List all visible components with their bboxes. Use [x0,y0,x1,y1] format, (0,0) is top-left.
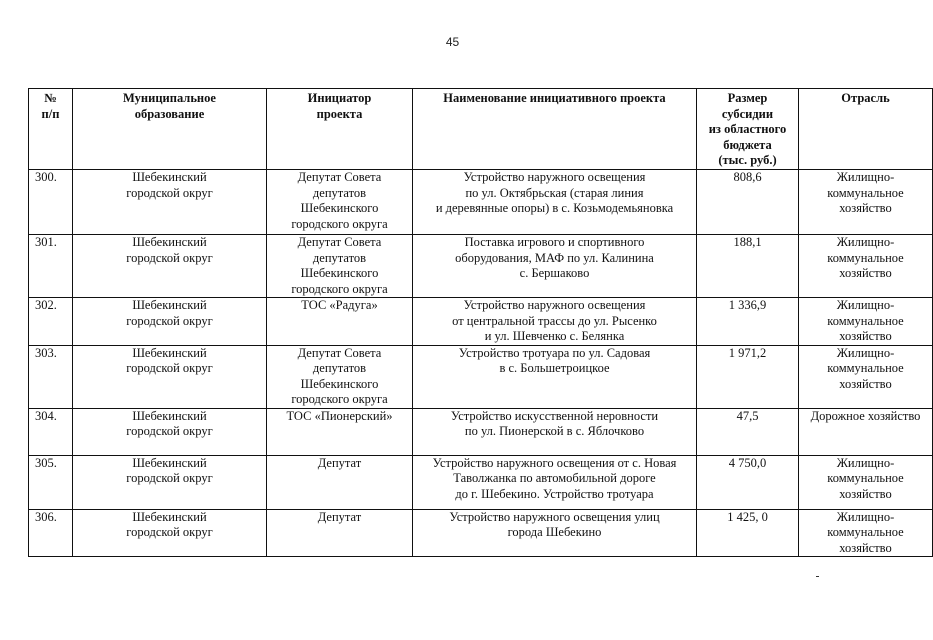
municipality-cell: Шебекинский городской округ [73,170,267,235]
table-row [29,455,933,509]
row-number: 300. [29,170,73,235]
scan-mark [816,576,819,577]
page-number: 45 [445,35,460,49]
sector-cell: Жилищно- коммунальное хозяйство [799,509,933,557]
header-num: № п/п [29,89,73,170]
initiator-cell: Депутат [267,455,413,509]
municipality-cell: Шебекинский городской округ [73,455,267,509]
initiator-cell: ТОС «Радуга» [267,298,413,346]
municipality-cell: Шебекинский городской округ [73,298,267,346]
subsidy-cell: 188,1 [697,235,799,298]
table-row [29,170,933,235]
project-cell: Поставка игрового и спортивного оборудования, МАФ по ул. Калинина с. Бершаково [413,235,697,298]
project-cell: Устройство наружного освещения по ул. Октябрьская (старая линия и деревянные опоры) в с. Козьмодемьяновка [413,170,697,235]
header-sector: Отрасль [799,89,933,170]
projects-table [28,88,933,557]
header-initiator: Инициатор проекта [267,89,413,170]
municipality-cell: Шебекинский городской округ [73,345,267,408]
row-number: 302. [29,298,73,346]
subsidy-cell: 1 336,9 [697,298,799,346]
initiator-cell: ТОС «Пионерский» [267,408,413,455]
subsidy-cell: 4 750,0 [697,455,799,509]
header-subsidy: Размер субсидии из областного бюджета (тыс. руб.) [697,89,799,170]
table-row [29,235,933,298]
sector-cell: Жилищно- коммунальное хозяйство [799,455,933,509]
table-row [29,408,933,455]
initiator-cell: Депутат Совета депутатов Шебекинского городского округа [267,170,413,235]
sector-cell: Жилищно- коммунальное хозяйство [799,345,933,408]
project-cell: Устройство наружного освещения от с. Новая Таволжанка по автомобильной дороге до г. Шебекино. Устройство тротуара [413,455,697,509]
row-number: 303. [29,345,73,408]
table-row [29,298,933,346]
header-municipality: Муниципальное образование [73,89,267,170]
project-cell: Устройство тротуара по ул. Садовая в с. Большетроицкое [413,345,697,408]
table-header-row [29,89,933,170]
subsidy-cell: 47,5 [697,408,799,455]
table-row [29,509,933,557]
subsidy-cell: 1 425, 0 [697,509,799,557]
project-cell: Устройство искусственной неровности по ул. Пионерской в с. Яблочково [413,408,697,455]
sector-cell: Дорожное хозяйство [799,408,933,455]
sector-cell: Жилищно- коммунальное хозяйство [799,170,933,235]
municipality-cell: Шебекинский городской округ [73,509,267,557]
row-number: 306. [29,509,73,557]
row-number: 304. [29,408,73,455]
project-cell: Устройство наружного освещения от центральной трассы до ул. Рысенко и ул. Шевченко с. Белянка [413,298,697,346]
subsidy-cell: 808,6 [697,170,799,235]
initiator-cell: Депутат Совета депутатов Шебекинского городского округа [267,235,413,298]
sector-cell: Жилищно- коммунальное хозяйство [799,235,933,298]
header-project: Наименование инициативного проекта [413,89,697,170]
row-number: 305. [29,455,73,509]
initiator-cell: Депутат [267,509,413,557]
municipality-cell: Шебекинский городской округ [73,235,267,298]
municipality-cell: Шебекинский городской округ [73,408,267,455]
sector-cell: Жилищно- коммунальное хозяйство [799,298,933,346]
project-cell: Устройство наружного освещения улиц города Шебекино [413,509,697,557]
table-row [29,345,933,408]
row-number: 301. [29,235,73,298]
subsidy-cell: 1 971,2 [697,345,799,408]
initiator-cell: Депутат Совета депутатов Шебекинского городского округа [267,345,413,408]
